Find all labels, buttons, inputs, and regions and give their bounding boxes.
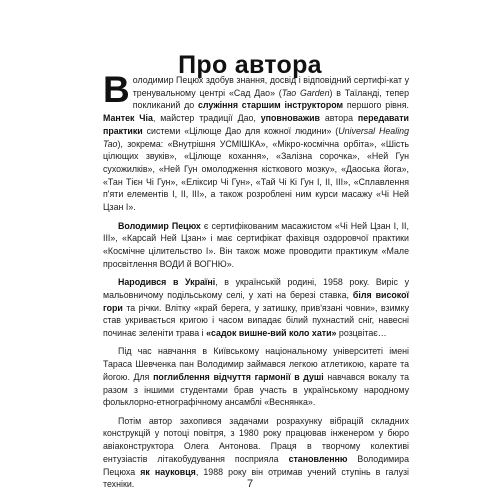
bold-text: Володимир Пецюх [118,220,201,231]
text-run: Потім автор захопився задачами розрахунку вібрацій складних конструкцій у потоці повітря, з 1980 року працював інженером у бюро авіаконструктора Олега Антонова. Праця в творчому колективі ентузіастів літакобудування посприяла [103,415,409,464]
text-run: першого рівня. [343,100,409,111]
text-run: , майстер традиції Дао, [152,113,261,124]
bold-text: як науковця [140,466,196,477]
text-run: є сертифікованим масажистом «Чі Ней Цзан I, II, III», «Карсай Ней Цзан» і має сертифікат фахівця оздоровчої практики «Космічне цілительство I». Він також може проводити практикум «Мале просвітлення ВОДИ й ВОГНЮ». [103,220,409,269]
text-run: системи «Цілюще Дао для кожної людини» ( [142,125,339,136]
text-run: Володимира Пецюха [103,453,409,477]
text-run: ) в Таїланді, тепер покликаний до [132,87,410,111]
bold-text: Мантек Чіа [103,113,153,124]
paragraph-4 [103,345,409,409]
bold-text: біля високої гори [103,289,409,313]
text-run: олодимир Пецюх здобув знання, досвід і відповідний сертифі-кат у тренувальному центрі «Сад Дао» ( [132,75,409,98]
text-run: , 1988 року він отримав учений ступінь в галузі техніки. [103,466,410,490]
text-run: ), зокрема: «Внутрішня УСМІШКА», «Мікро-космічна орбіта», «Шість цілющих звуків», «Цілюще кохання», «Залізна сорочка», «Ней Гун сухожилків», «Ней Гун омолодження кісткового мозку», «Даоська йога», «Тан Тієн Чі Гун», «Еліксир Чі Гун», «Тай Чі Кі Гун I, II, III», «Сплавлення п'яти елементів I, II, III», а також розроблені ним курси масажу «Чі Ней Цзан I». [103,138,409,213]
bold-text: служіння старшим інструктором [197,100,344,111]
page-number: 7 [246,478,254,490]
bold-text: Народився в Україні [118,277,216,288]
page-body [103,69,410,497]
bold-text: передавати практики [103,113,409,136]
bold-text: поглиблення відчуття гармонії в душі [153,371,324,382]
bold-text: уповноважив [260,113,320,124]
page-title: Про автора [178,50,322,79]
text-run: розцвітає… [336,327,387,338]
text-run: автора [319,113,358,124]
bold-text: становленню [288,453,348,464]
paragraph-1 [103,69,410,214]
drop-cap: В [103,69,130,110]
paragraph-2 [103,220,409,271]
text-run: , в українській родині, 1958 року. Виріс у мальовничому подільському селі, у хаті на березі ставка, [103,277,409,300]
paragraph-3 [103,276,409,340]
bold-text: «садок вишне-вий коло хати» [206,327,337,338]
italic-text: Universal Healing Tao [103,125,409,149]
text-run: та річки. Влітку «край берега, у затишку, прив'язані човни», взимку став укривається кригою і часом випадає білий пухнастий сніг, навесні починає зеленіти трава і [103,302,409,338]
italic-text: Tao Garden [281,87,330,98]
text-run: Під час навчання в Київському національному університеті імені Тараса Шевченка пан Володимир займався легкою атлетикою, карате та йогою. Для [103,346,409,382]
text-run: навчався вокалу та разом з іншими студентами брав участь в українському народному фольклорно-етнографічному ансамблі «Веснянка». [103,371,409,408]
